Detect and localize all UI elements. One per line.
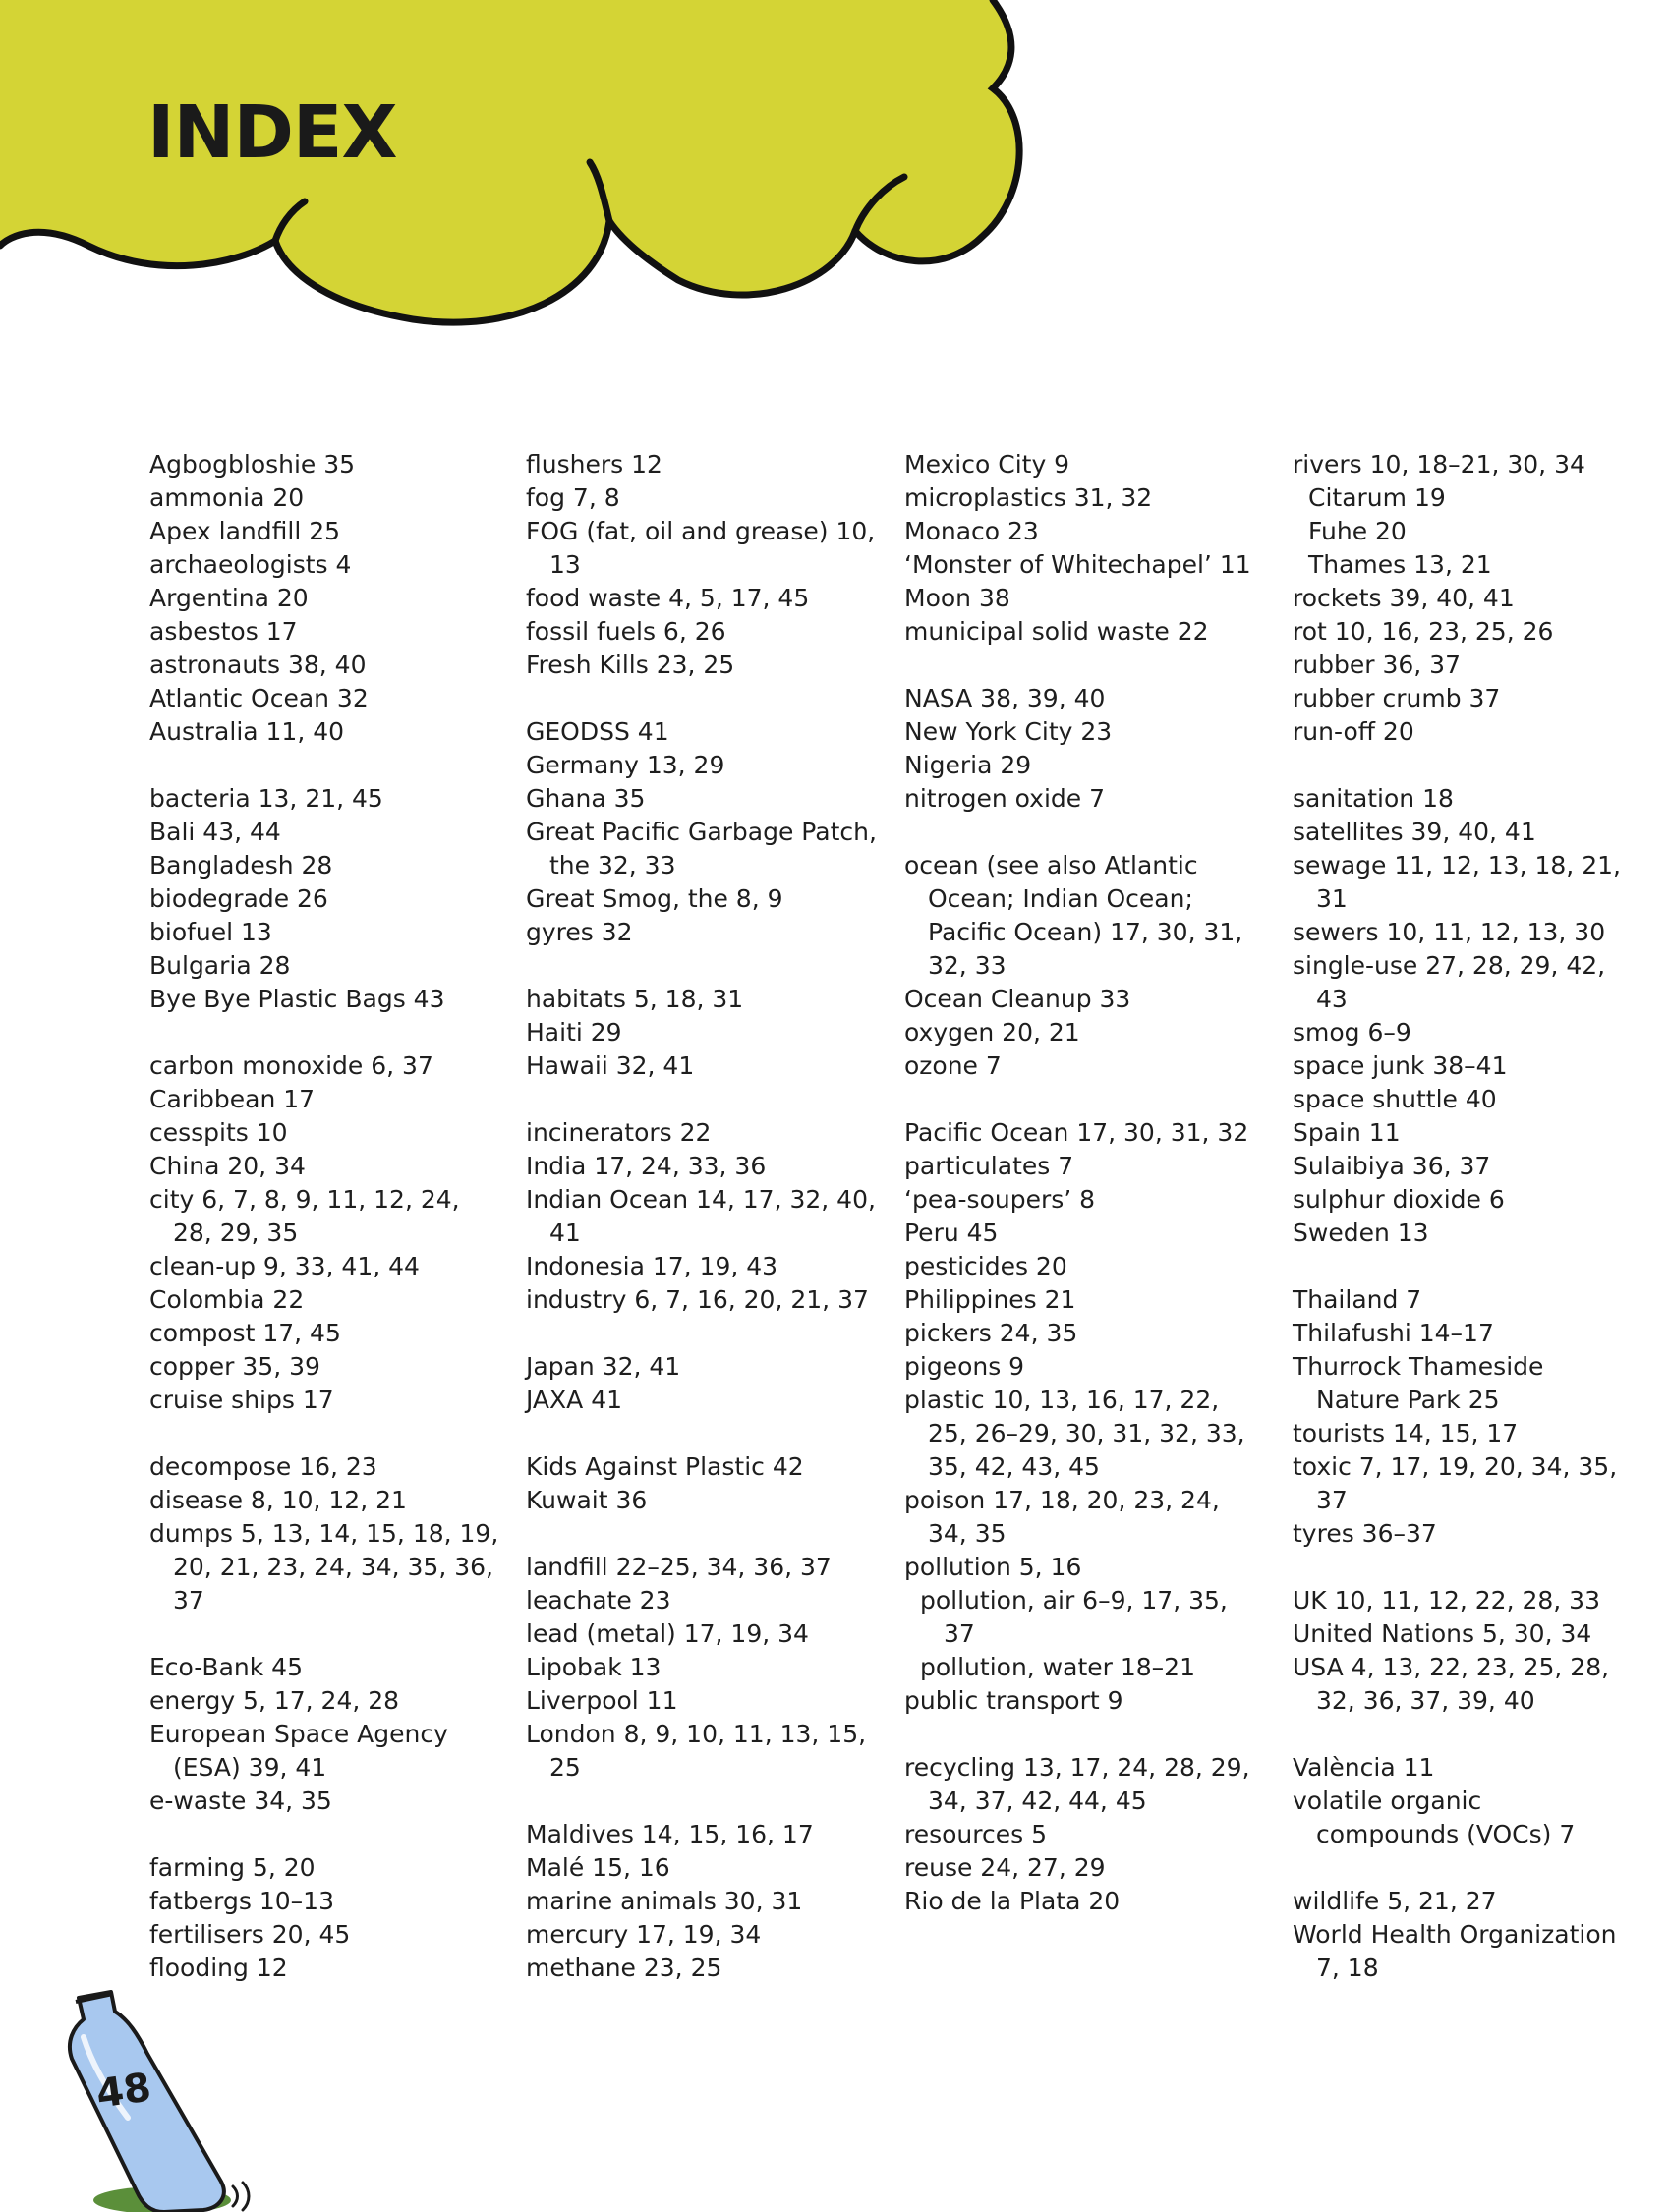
index-entry: cruise ships 17 <box>149 1386 334 1414</box>
index-group-o <box>904 849 1258 1083</box>
index-entry: asbestos 17 <box>149 617 298 646</box>
index-entry: flooding 12 <box>149 1954 288 1982</box>
index-entry: Great Pacific Garbage Patch, the 32, 33 <box>526 818 877 879</box>
index-entry: NASA 38, 39, 40 <box>904 684 1106 712</box>
index-entry: sewers 10, 11, 12, 13, 30 <box>1293 918 1606 946</box>
index-entry: Thurrock Thameside Nature Park 25 <box>1293 1352 1544 1414</box>
index-group-k <box>526 1450 880 1517</box>
index-entry: Bulgaria 28 <box>149 951 291 980</box>
index-group-d <box>149 1450 503 1617</box>
index-group-j <box>526 1350 880 1417</box>
index-entry: municipal solid waste 22 <box>904 617 1209 646</box>
index-entry: fog 7, 8 <box>526 483 620 512</box>
index-entry: Sulaibiya 36, 37 <box>1293 1152 1491 1180</box>
index-entry: Nigeria 29 <box>904 751 1032 779</box>
index-entry: Sweden 13 <box>1293 1219 1429 1247</box>
index-entry: València 11 <box>1293 1753 1435 1782</box>
cloud-header-shape <box>0 0 1042 364</box>
index-entry: incinerators 22 <box>526 1118 712 1147</box>
index-entry: sewage 11, 12, 13, 18, 21, 31 <box>1293 851 1621 913</box>
index-entry: single-use 27, 28, 29, 42, 43 <box>1293 951 1606 1013</box>
index-entry: mercury 17, 19, 34 <box>526 1920 762 1949</box>
index-entry: city 6, 7, 8, 9, 11, 12, 24, 28, 29, 35 <box>149 1185 460 1247</box>
index-entry: particulates 7 <box>904 1152 1074 1180</box>
index-entry: ozone 7 <box>904 1051 1002 1080</box>
index-entry: Indonesia 17, 19, 43 <box>526 1252 778 1280</box>
index-entry: Thailand 7 <box>1293 1285 1422 1314</box>
index-entry: Indian Ocean 14, 17, 32, 40, 41 <box>526 1185 876 1247</box>
index-entry: ‘Monster of Whitechapel’ 11 <box>904 550 1251 579</box>
index-subentry: pollution, air 6–9, 17, 35, 37 <box>920 1586 1228 1648</box>
index-subentry: Fuhe 20 <box>1308 517 1407 545</box>
index-group-m <box>526 1818 880 1985</box>
index-group-r-cont <box>1293 448 1632 749</box>
index-entry: leachate 23 <box>526 1586 671 1615</box>
index-entry: marine animals 30, 31 <box>526 1887 803 1915</box>
index-entry: JAXA 41 <box>526 1386 623 1414</box>
index-entry: Pacific Ocean 17, 30, 31, 32 <box>904 1118 1249 1147</box>
index-entry: Kuwait 36 <box>526 1486 648 1514</box>
index-group-a <box>149 448 503 749</box>
index-entry: Apex landfill 25 <box>149 517 341 545</box>
index-entry: rubber 36, 37 <box>1293 651 1461 679</box>
index-entry: Mexico City 9 <box>904 450 1070 479</box>
index-entry: compost 17, 45 <box>149 1319 341 1347</box>
index-group-n <box>904 682 1258 816</box>
index-entry: Australia 11, 40 <box>149 717 345 746</box>
index-entry: Malé 15, 16 <box>526 1853 670 1882</box>
index-group-p <box>904 1116 1258 1718</box>
index-entry: cesspits 10 <box>149 1118 288 1147</box>
index-entry: FOG (fat, oil and grease) 10, 13 <box>526 517 876 579</box>
index-entry: Ocean Cleanup 33 <box>904 985 1131 1013</box>
index-group-v <box>1293 1751 1632 1851</box>
index-entry: Ghana 35 <box>526 784 646 813</box>
index-group-i <box>526 1116 880 1317</box>
index-entry: astronauts 38, 40 <box>149 651 367 679</box>
index-entry: bacteria 13, 21, 45 <box>149 784 383 813</box>
index-entry: Rio de la Plata 20 <box>904 1887 1121 1915</box>
index-entry: poison 17, 18, 20, 23, 24, 34, 35 <box>904 1486 1220 1548</box>
index-entry: USA 4, 13, 22, 23, 25, 28, 32, 36, 37, 39, 40 <box>1293 1653 1610 1715</box>
index-entry: lead (metal) 17, 19, 34 <box>526 1619 809 1648</box>
index-entry: Bangladesh 28 <box>149 851 333 879</box>
index-entry: ammonia 20 <box>149 483 305 512</box>
index-entry: Atlantic Ocean 32 <box>149 684 369 712</box>
index-subentry: Citarum 19 <box>1308 483 1446 512</box>
index-entry: Haiti 29 <box>526 1018 622 1047</box>
index-entry: World Health Organization 7, 18 <box>1293 1920 1617 1982</box>
index-entry: rivers 10, 18–21, 30, 34 <box>1293 450 1585 479</box>
index-entry: satellites 39, 40, 41 <box>1293 818 1536 846</box>
index-entry: copper 35, 39 <box>149 1352 320 1381</box>
index-entry: Japan 32, 41 <box>526 1352 681 1381</box>
index-entry: Germany 13, 29 <box>526 751 725 779</box>
page-number: 48 <box>93 2065 154 2118</box>
index-entry: ocean (see also Atlantic Ocean; Indian Ocean; Pacific Ocean) 17, 30, 31, 32, 33 <box>904 851 1243 980</box>
index-group-b <box>149 782 503 1016</box>
index-entry: archaeologists 4 <box>149 550 352 579</box>
index-entry: gyres 32 <box>526 918 633 946</box>
index-entry: biodegrade 26 <box>149 884 328 913</box>
index-group-u <box>1293 1584 1632 1718</box>
bottle-icon <box>54 1990 280 2212</box>
index-entry: microplastics 31, 32 <box>904 483 1153 512</box>
index-group-m-cont <box>904 448 1258 649</box>
index-column-1 <box>149 448 503 2018</box>
index-entry: Peru 45 <box>904 1219 999 1247</box>
index-entry: disease 8, 10, 12, 21 <box>149 1486 407 1514</box>
index-entry: Spain 11 <box>1293 1118 1401 1147</box>
index-entry: Monaco 23 <box>904 517 1039 545</box>
index-group-l <box>526 1551 880 1785</box>
index-group-f-cont <box>526 448 880 682</box>
index-entry: run-off 20 <box>1293 717 1414 746</box>
index-entry: pigeons 9 <box>904 1352 1025 1381</box>
index-entry: reuse 24, 27, 29 <box>904 1853 1106 1882</box>
index-entry: fatbergs 10–13 <box>149 1887 334 1915</box>
index-entry: public transport 9 <box>904 1686 1123 1715</box>
index-entry: Great Smog, the 8, 9 <box>526 884 783 913</box>
index-group-h <box>526 983 880 1083</box>
index-entry: tyres 36–37 <box>1293 1519 1437 1548</box>
index-group-c <box>149 1049 503 1417</box>
index-group-s <box>1293 782 1632 1250</box>
index-entry: New York City 23 <box>904 717 1113 746</box>
index-entry: dumps 5, 13, 14, 15, 18, 19, 20, 21, 23, 24, 34, 35, 36, 37 <box>149 1519 499 1615</box>
index-entry: Hawaii 32, 41 <box>526 1051 695 1080</box>
index-entry: UK 10, 11, 12, 22, 28, 33 <box>1293 1586 1600 1615</box>
index-group-t <box>1293 1283 1632 1551</box>
index-entry: resources 5 <box>904 1820 1048 1848</box>
index-entry: carbon monoxide 6, 37 <box>149 1051 433 1080</box>
index-entry: space junk 38–41 <box>1293 1051 1508 1080</box>
index-entry: Argentina 20 <box>149 584 309 612</box>
index-entry: Caribbean 17 <box>149 1085 316 1113</box>
index-entry: rockets 39, 40, 41 <box>1293 584 1515 612</box>
index-entry: sulphur dioxide 6 <box>1293 1185 1505 1214</box>
index-entry: Moon 38 <box>904 584 1010 612</box>
page-title: INDEX <box>147 90 397 175</box>
index-entry: Lipobak 13 <box>526 1653 662 1681</box>
index-entry: ‘pea-soupers’ 8 <box>904 1185 1096 1214</box>
index-entry: Eco-Bank 45 <box>149 1653 303 1681</box>
index-entry: pickers 24, 35 <box>904 1319 1078 1347</box>
index-entry: tourists 14, 15, 17 <box>1293 1419 1519 1447</box>
index-entry: Thilafushi 14–17 <box>1293 1319 1494 1347</box>
index-subentry: pollution, water 18–21 <box>920 1653 1195 1681</box>
index-entry: clean-up 9, 33, 41, 44 <box>149 1252 420 1280</box>
index-group-e <box>149 1651 503 1818</box>
index-entry: United Nations 5, 30, 34 <box>1293 1619 1592 1648</box>
index-entry: fertilisers 20, 45 <box>149 1920 351 1949</box>
index-entry: Liverpool 11 <box>526 1686 678 1715</box>
index-entry: Colombia 22 <box>149 1285 305 1314</box>
index-entry: farming 5, 20 <box>149 1853 316 1882</box>
index-column-2 <box>526 448 880 2018</box>
index-entry: plastic 10, 13, 16, 17, 22, 25, 26–29, 30, 31, 32, 33, 35, 42, 43, 45 <box>904 1386 1245 1481</box>
index-group-f <box>149 1851 503 1985</box>
index-entry: European Space Agency (ESA) 39, 41 <box>149 1720 448 1782</box>
index-entry: space shuttle 40 <box>1293 1085 1497 1113</box>
index-entry: GEODSS 41 <box>526 717 669 746</box>
index-entry: toxic 7, 17, 19, 20, 34, 35, 37 <box>1293 1452 1618 1514</box>
index-subentry: Thames 13, 21 <box>1308 550 1492 579</box>
index-group-g <box>526 715 880 949</box>
index-column-3 <box>904 448 1258 1952</box>
index-group-w <box>1293 1885 1632 1985</box>
index-entry: oxygen 20, 21 <box>904 1018 1080 1047</box>
index-entry: energy 5, 17, 24, 28 <box>149 1686 400 1715</box>
index-entry: flushers 12 <box>526 450 662 479</box>
index-entry: pollution 5, 16 <box>904 1553 1082 1581</box>
index-entry: Agbogbloshie 35 <box>149 450 356 479</box>
index-entry: nitrogen oxide 7 <box>904 784 1106 813</box>
index-entry: biofuel 13 <box>149 918 272 946</box>
index-entry: food waste 4, 5, 17, 45 <box>526 584 810 612</box>
index-entry: India 17, 24, 33, 36 <box>526 1152 767 1180</box>
index-entry: smog 6–9 <box>1293 1018 1411 1047</box>
index-entry: rot 10, 16, 23, 25, 26 <box>1293 617 1554 646</box>
index-entry: recycling 13, 17, 24, 28, 29, 34, 37, 42, 44, 45 <box>904 1753 1250 1815</box>
index-entry: China 20, 34 <box>149 1152 306 1180</box>
index-entry: Fresh Kills 23, 25 <box>526 651 735 679</box>
index-entry: Maldives 14, 15, 16, 17 <box>526 1820 814 1848</box>
index-entry: habitats 5, 18, 31 <box>526 985 744 1013</box>
index-entry: decompose 16, 23 <box>149 1452 377 1481</box>
index-entry: e-waste 34, 35 <box>149 1787 332 1815</box>
index-entry: Philippines 21 <box>904 1285 1076 1314</box>
index-entry: Bye Bye Plastic Bags 43 <box>149 985 445 1013</box>
index-group-r <box>904 1751 1258 1918</box>
index-column-4 <box>1293 448 1632 2018</box>
index-entry: industry 6, 7, 16, 20, 21, 37 <box>526 1285 869 1314</box>
index-entry: Kids Against Plastic 42 <box>526 1452 804 1481</box>
index-entry: London 8, 9, 10, 11, 13, 15, 25 <box>526 1720 867 1782</box>
index-entry: wildlife 5, 21, 27 <box>1293 1887 1497 1915</box>
index-entry: fossil fuels 6, 26 <box>526 617 726 646</box>
index-entry: Bali 43, 44 <box>149 818 281 846</box>
index-entry: methane 23, 25 <box>526 1954 722 1982</box>
index-entry: landfill 22–25, 34, 36, 37 <box>526 1553 832 1581</box>
index-entry: sanitation 18 <box>1293 784 1454 813</box>
index-entry: volatile organic compounds (VOCs) 7 <box>1293 1787 1576 1848</box>
index-entry: pesticides 20 <box>904 1252 1067 1280</box>
index-entry: rubber crumb 37 <box>1293 684 1501 712</box>
